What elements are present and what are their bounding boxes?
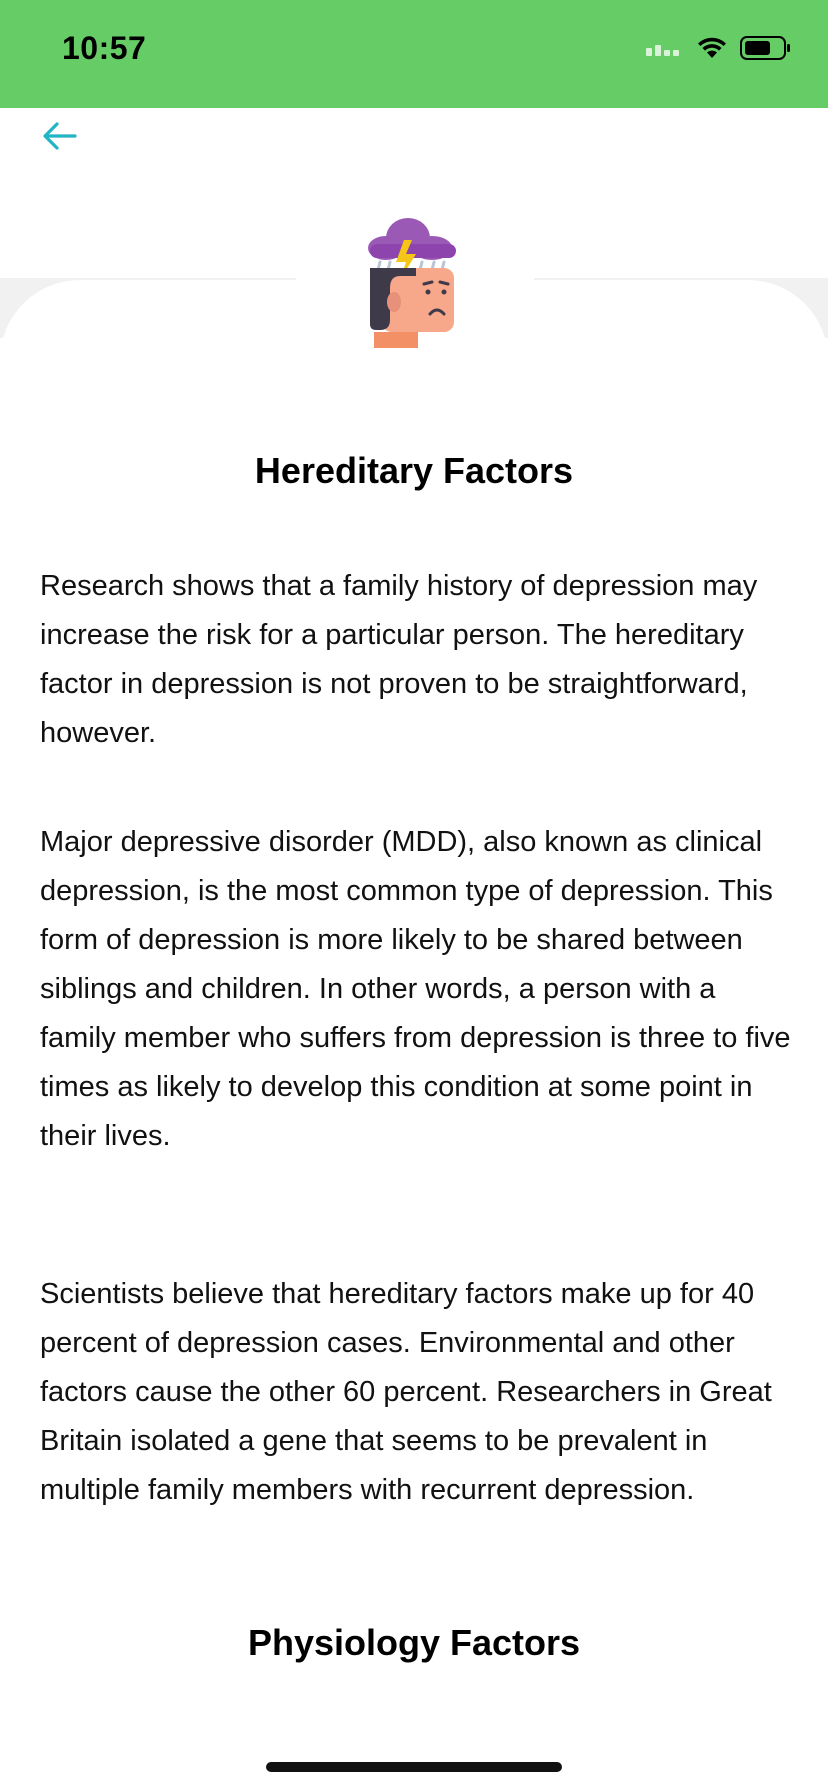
section-title-hereditary-factors: Hereditary Factors (254, 450, 574, 491)
depressed-person-storm-cloud-icon (360, 210, 470, 350)
article-paragraph: Major depressive disorder (MDD), also known as clinical depression, is the most common type of depression. This form of depression is more likely to be shared between siblings and children. In other words, a person with a family member who suffers from depression is three to five times as likely to develop this condition at some point in their lives. (40, 826, 791, 1152)
status-icons (646, 36, 792, 60)
section-title-physiology-factors: Physiology Factors (247, 1622, 581, 1663)
article-paragraph: Scientists believe that hereditary factors make up for 40 percent of depression cases. Environmental and other factors cause the other 60 percent. Researchers in Great Britain isolated a gene that seems to be prevalent in multiple family members with recurrent depression. (40, 1278, 772, 1506)
arrow-left-icon (42, 121, 78, 151)
home-indicator[interactable] (266, 1762, 562, 1772)
status-bar (0, 0, 828, 108)
cellular-signal-icon (646, 40, 684, 56)
article-paragraph: Research shows that a family history of depression may increase the risk for a particular person. The hereditary factor in depression is not proven to be straightforward, however. (40, 570, 758, 749)
status-time: 10:57 (62, 30, 147, 66)
back-button[interactable] (36, 112, 84, 160)
battery-icon (740, 36, 792, 60)
wifi-icon (696, 36, 728, 60)
